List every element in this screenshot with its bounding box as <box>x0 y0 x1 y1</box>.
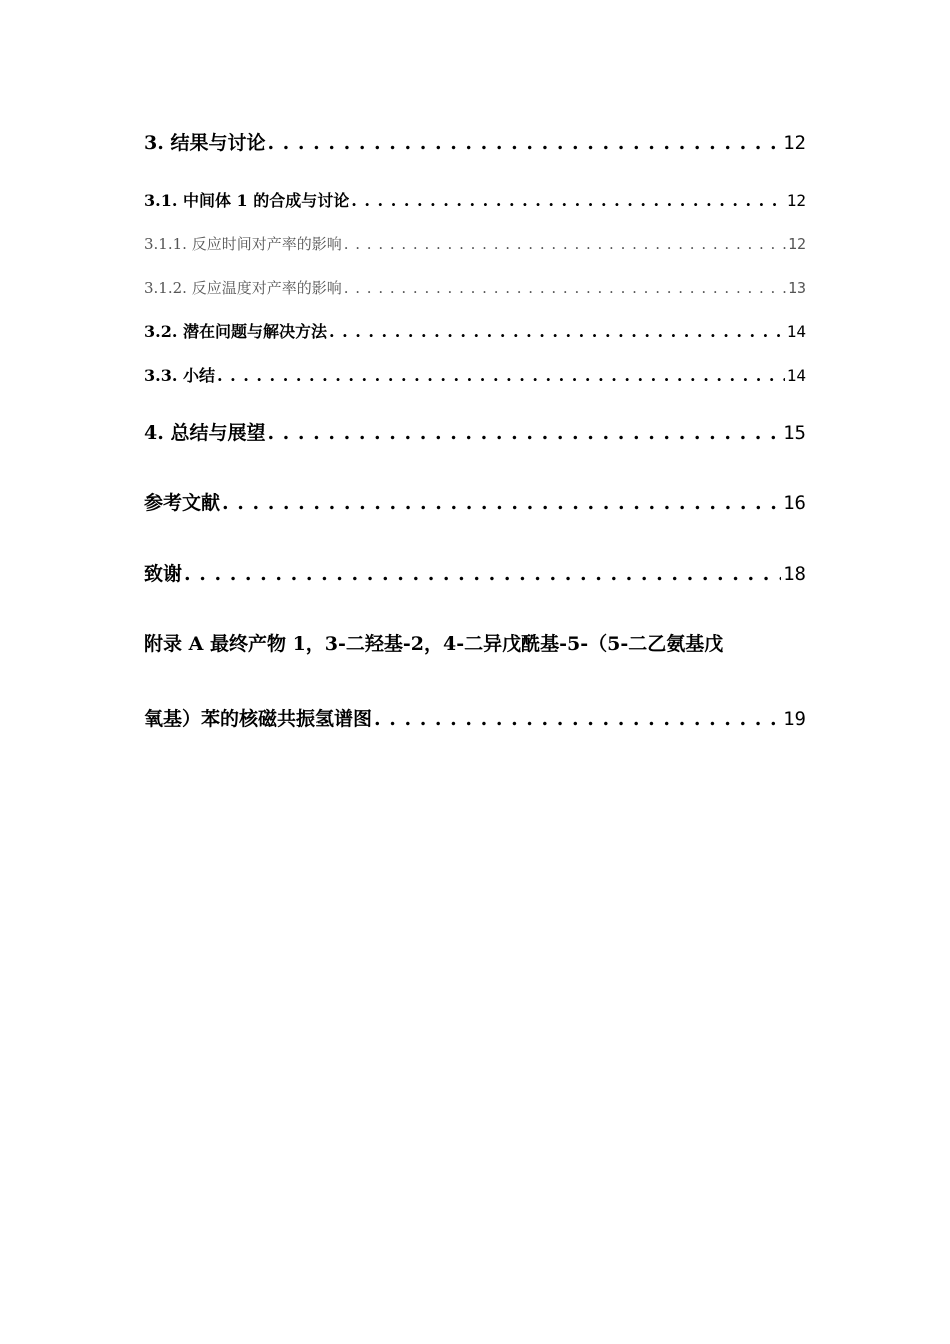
toc-page-number: 14 <box>786 322 806 341</box>
toc-page-number: 15 <box>783 422 806 444</box>
toc-page-number: 12 <box>783 132 806 154</box>
toc-page-number: 16 <box>783 492 806 514</box>
toc-entry-appendix-line1[interactable]: 附录 A 最终产物 1，3-二羟基-2，4-二异戊酰基-5-（5-二乙氨基戊 <box>144 633 724 655</box>
toc-entry-potential-problems[interactable] <box>144 319 806 342</box>
dot-leader <box>344 235 786 253</box>
toc-entry-summary[interactable] <box>144 363 806 386</box>
toc-entry-title: 3.1.1. 反应时间对产率的影响 <box>144 235 342 253</box>
toc-entry-intermediate-synthesis[interactable] <box>144 188 806 211</box>
toc-entry-title: 3.3. 小结 <box>144 366 215 385</box>
dot-leader <box>329 322 785 341</box>
toc-entry-conclusion-outlook[interactable] <box>144 418 806 445</box>
toc-page-number: 19 <box>783 708 806 730</box>
dot-leader <box>217 366 785 385</box>
toc-entry-reaction-temperature[interactable] <box>144 277 806 298</box>
dot-leader <box>351 191 784 210</box>
toc-page-number: 18 <box>783 563 806 585</box>
toc-entry-title: 3.1.2. 反应温度对产率的影响 <box>144 279 342 297</box>
toc-entry-title: 氧基）苯的核磁共振氢谱图 <box>144 708 373 730</box>
toc-page-number: 12 <box>787 235 806 253</box>
toc-entry-title: 4. 总结与展望 <box>144 422 266 444</box>
dot-leader <box>267 422 781 444</box>
toc-entry-references[interactable] <box>144 488 806 515</box>
dot-leader <box>344 279 786 297</box>
toc-entry-title: 参考文献 <box>144 492 221 514</box>
dot-leader <box>267 132 781 154</box>
toc-entry-title: 3. 结果与讨论 <box>144 132 266 154</box>
dot-leader <box>374 708 781 730</box>
toc-entry-reaction-time[interactable] <box>144 233 806 254</box>
toc-entry-appendix-a[interactable] <box>144 704 806 731</box>
toc-page-number: 12 <box>786 191 806 210</box>
dot-leader <box>222 492 781 514</box>
toc-entry-results-discussion[interactable] <box>144 128 806 155</box>
toc-entry-title: 3.1. 中间体 1 的合成与讨论 <box>144 191 350 210</box>
toc-entry-title: 3.2. 潜在问题与解决方法 <box>144 322 327 341</box>
dot-leader <box>184 563 781 585</box>
toc-page-number: 14 <box>786 366 806 385</box>
toc-page-number: 13 <box>787 279 806 297</box>
toc-entry-acknowledgements[interactable] <box>144 559 806 586</box>
toc-entry-title: 致谢 <box>144 563 183 585</box>
